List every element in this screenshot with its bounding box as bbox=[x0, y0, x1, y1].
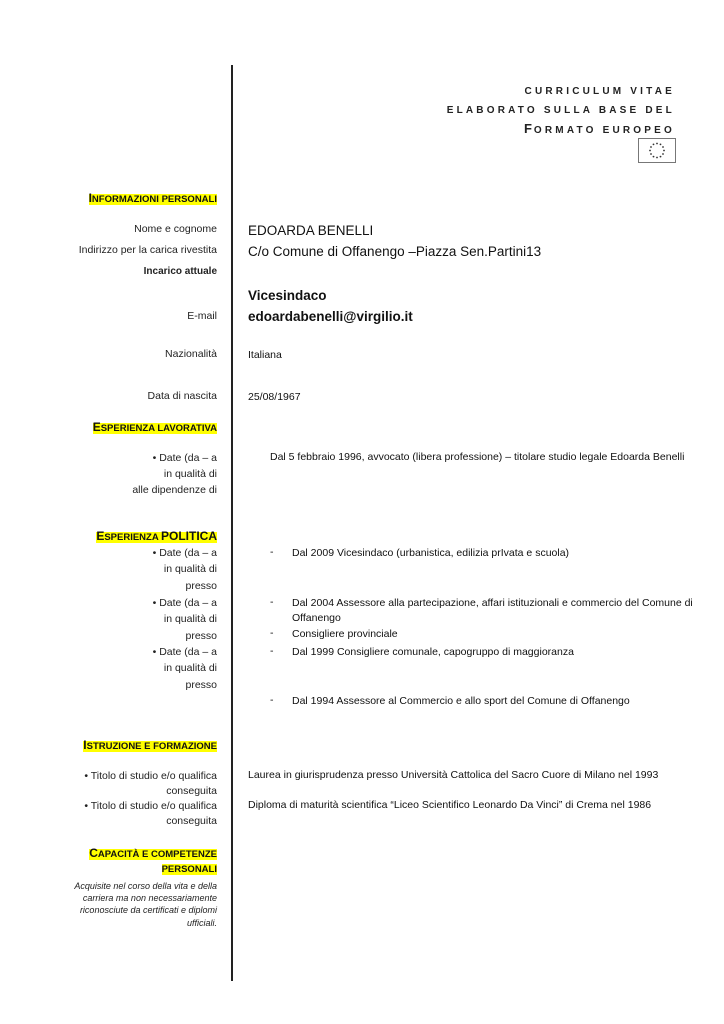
political-date-label: • Date (da – a bbox=[152, 597, 217, 609]
email-label: E-mail bbox=[187, 310, 217, 322]
political-place-label: presso bbox=[185, 679, 217, 691]
political-item: Dal 1999 Consigliere comunale, capogruppo di maggioranza bbox=[292, 646, 574, 658]
education-obtained-label: conseguita bbox=[166, 785, 217, 797]
political-item: Consigliere provinciale bbox=[292, 628, 398, 640]
political-item: Dal 2004 Assessore alla partecipazione, affari istituzionali e commercio del Comune di bbox=[292, 597, 693, 609]
cv-format: FORMATO EUROPEO bbox=[523, 121, 675, 136]
section-political-experience: ESPERIENZA POLITICA bbox=[96, 529, 217, 543]
education-qualification-label: • Titolo di studio e/o qualifica bbox=[84, 800, 217, 812]
section-skills: CAPACITÀ E COMPETENZE bbox=[89, 846, 217, 860]
political-role-label: in qualità di bbox=[163, 662, 217, 674]
education-qualification-label: • Titolo di studio e/o qualifica bbox=[84, 770, 217, 782]
name-value: EDOARDA BENELLI bbox=[248, 223, 374, 238]
political-date-label: • Date (da – a bbox=[152, 547, 217, 559]
education-obtained-label: conseguita bbox=[166, 815, 217, 827]
education-item: Laurea in giurisprudenza presso Università Cattolica del Sacro Cuore di Milano nel 1993 bbox=[248, 769, 659, 781]
work-role-label: in qualità di bbox=[163, 468, 217, 480]
political-date-label: • Date (da – a bbox=[152, 646, 217, 658]
political-item: Dal 2009 Vicesindaco (urbanistica, edilizia prIvata e scuola) bbox=[292, 547, 570, 559]
list-dash: - bbox=[270, 645, 274, 657]
education-item: Diploma di maturità scientifica “Liceo Scientifico Leonardo Da Vinci” di Crema nel 1986 bbox=[248, 799, 652, 811]
birth-label: Data di nascita bbox=[147, 390, 217, 402]
list-dash: - bbox=[270, 694, 274, 706]
nationality-value: Italiana bbox=[248, 349, 282, 361]
political-place-label: presso bbox=[185, 580, 217, 592]
work-date-label: • Date (da – a bbox=[152, 452, 217, 464]
list-dash: - bbox=[270, 546, 274, 558]
role-value: Vicesindaco bbox=[248, 288, 327, 303]
section-work-experience: ESPERIENZA LAVORATIVA bbox=[92, 420, 217, 434]
political-item-continued: Offanengo bbox=[292, 612, 341, 624]
cv-subtitle: ELABORATO SULLA BASE DEL bbox=[446, 105, 675, 116]
work-employer-label: alle dipendenze di bbox=[132, 484, 217, 496]
nationality-label: Nazionalità bbox=[165, 348, 217, 360]
name-label: Nome e cognome bbox=[134, 223, 217, 235]
political-role-label: in qualità di bbox=[163, 563, 217, 575]
list-dash: - bbox=[270, 627, 274, 639]
cv-title: CURRICULUM VITAE bbox=[524, 86, 675, 97]
section-skills-line2: PERSONALI bbox=[161, 864, 217, 875]
political-role-label: in qualità di bbox=[163, 613, 217, 625]
skills-note: Acquisite nel corso della vita e della carriera ma non necessariamente riconosciute da certificati e diplomi ufficiali. bbox=[74, 881, 217, 928]
role-label: Incarico attuale bbox=[143, 266, 217, 277]
column-divider bbox=[231, 65, 233, 981]
eu-flag-icon bbox=[638, 138, 676, 163]
address-label: Indirizzo per la carica rivestita bbox=[78, 244, 217, 256]
birth-value: 25/08/1967 bbox=[248, 391, 301, 403]
political-item: Dal 1994 Assessore al Commercio e allo sport del Comune di Offanengo bbox=[292, 695, 630, 707]
list-dash: - bbox=[270, 596, 274, 608]
address-value: C/o Comune di Offanengo –Piazza Sen.Partini13 bbox=[248, 244, 542, 259]
section-personal-info: INFORMAZIONI PERSONALI bbox=[88, 191, 217, 205]
email-value[interactable]: edoardabenelli@virgilio.it bbox=[248, 309, 413, 324]
section-education: ISTRUZIONE E FORMAZIONE bbox=[83, 738, 217, 752]
work-value: Dal 5 febbraio 1996, avvocato (libera professione) – titolare studio legale Edoarda Benelli bbox=[270, 451, 685, 463]
political-place-label: presso bbox=[185, 630, 217, 642]
